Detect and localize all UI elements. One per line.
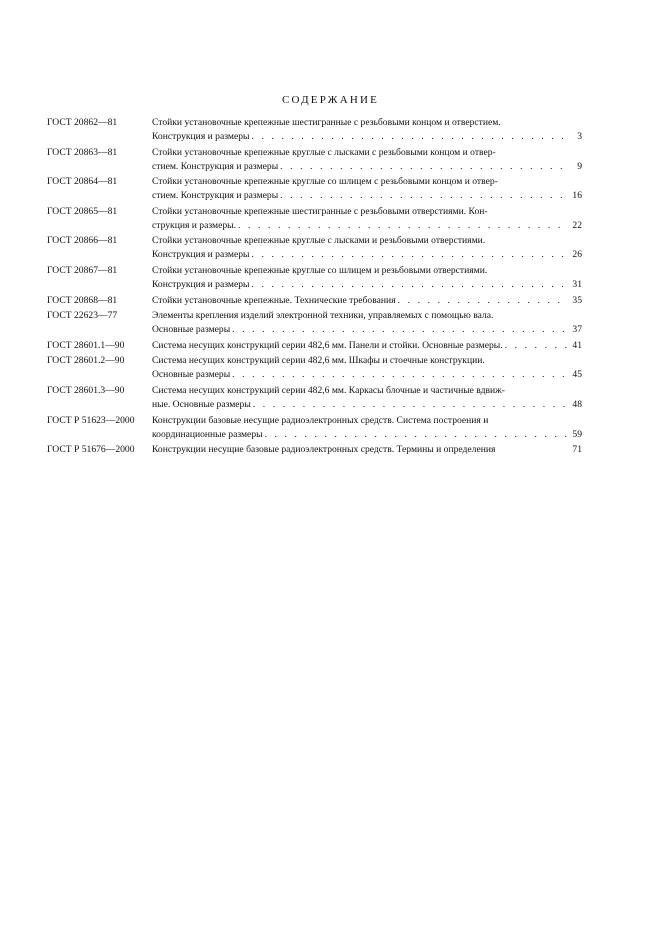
entry-title	[152, 414, 582, 442]
standard-code: ГОСТ 20862—81	[47, 117, 118, 128]
entry-title	[152, 146, 582, 174]
toc-entry	[47, 205, 582, 233]
standard-code: ГОСТ 28601.3—90	[47, 384, 125, 396]
entry-title-text: Основные размеры	[152, 369, 231, 381]
entry-title-last-line	[152, 294, 582, 308]
toc-entry	[47, 384, 582, 412]
entry-title-last-line	[152, 189, 582, 203]
entry-title-line: Стойки установочные крепежные круглые со шлицем с резьбовыми концом и отвер-	[152, 176, 498, 188]
entry-title	[152, 339, 582, 353]
entry-title-line: Стойки установочные крепежные круглые со шлицем и резьбовыми отверстиями.	[152, 264, 488, 276]
entry-title-text: ные. Основные размеры	[152, 398, 251, 410]
toc-entry	[47, 414, 582, 442]
dot-leader	[251, 248, 568, 262]
page-title: СОДЕРЖАНИЕ	[281, 94, 380, 106]
entry-title-last-line	[152, 398, 582, 412]
entry-title-last-line	[152, 160, 582, 174]
entry-title-last-line	[152, 368, 582, 382]
standard-code: ГОСТ 28601.1—90	[47, 339, 125, 351]
toc-entry	[47, 146, 582, 174]
page-number: 37	[572, 324, 582, 336]
entry-title-line: Элементы крепления изделий электронной техники, управляемых с помощью вала.	[152, 310, 494, 322]
entry-title-last-line	[152, 323, 582, 337]
entry-title	[152, 294, 582, 308]
entry-title	[152, 175, 582, 203]
page-number: 71	[572, 444, 582, 456]
entry-title	[152, 443, 582, 457]
entry-title-line: Стойки установочные крепежные шестигранные с резьбовыми концом и отверстием.	[152, 117, 501, 128]
entry-title-text: Основные размеры	[152, 324, 231, 336]
toc-entry	[47, 443, 582, 457]
entry-title-line: Стойки установочные крепежные шестигранные с резьбовыми отверстиями. Кон-	[152, 205, 488, 217]
entry-title-last-line	[152, 130, 582, 144]
entry-title	[152, 309, 582, 337]
entry-title-last-line	[152, 443, 582, 457]
entry-title-last-line	[152, 278, 582, 292]
entry-title-last-line	[152, 339, 582, 353]
toc-entry	[47, 309, 582, 337]
standard-code: ГОСТ 22623—77	[47, 310, 118, 322]
entry-title	[152, 264, 582, 292]
dot-leader	[265, 428, 568, 442]
dot-leader	[253, 398, 568, 412]
page-number: 45	[572, 369, 582, 381]
entry-title-last-line	[152, 219, 582, 233]
entry-title	[152, 205, 582, 233]
entry-title-text: Конструкции несущие базовые радиоэлектронных средств. Термины и определения	[152, 444, 496, 456]
dot-leader	[238, 219, 568, 233]
entry-title-line: Система несущих конструкций серии 482,6 мм. Каркасы блочные и частичные вдвиж-	[152, 384, 505, 396]
standard-code: ГОСТ Р 51676—2000	[47, 444, 135, 456]
standard-code: ГОСТ 20865—81	[47, 205, 118, 217]
page-number: 9	[577, 160, 582, 172]
toc-entry	[47, 354, 582, 382]
standard-code: ГОСТ 20868—81	[47, 294, 118, 306]
page-number: 59	[572, 428, 582, 440]
entry-title-text: Система несущих конструкций серии 482,6 мм. Панели и стойки. Основные размеры.	[152, 339, 503, 351]
standard-code: ГОСТ 20863—81	[47, 146, 118, 158]
toc-entry	[47, 234, 582, 262]
page-number: 48	[572, 398, 582, 410]
toc-entry	[47, 339, 582, 353]
page-number: 31	[572, 278, 582, 290]
entry-title-line: Конструкции базовые несущие радиоэлектронных средств. Система построения и	[152, 414, 489, 426]
page-number: 3	[577, 131, 582, 142]
entry-title-text: координационные размеры	[152, 428, 263, 440]
page-number: 41	[572, 339, 582, 351]
dot-leader	[505, 339, 568, 353]
entry-title	[152, 116, 582, 144]
page-number: 22	[572, 219, 582, 231]
standard-code: ГОСТ 20864—81	[47, 176, 118, 188]
dot-leader	[232, 323, 568, 337]
entry-title-text: стием. Конструкция и размеры	[152, 160, 279, 172]
entry-title-text: струкция и размеры.	[152, 219, 236, 231]
page-number: 35	[572, 294, 582, 306]
entry-title	[152, 354, 582, 382]
standard-code: ГОСТ Р 51623—2000	[47, 414, 135, 426]
toc-entry	[47, 294, 582, 308]
entry-title-line: Стойки установочные крепежные круглые с лысками и резьбовыми отверстиями.	[152, 235, 486, 247]
entry-title-text: Стойки установочные крепежные. Технические требования	[152, 294, 396, 306]
entry-title-text: Конструкция и размеры	[152, 278, 250, 290]
dot-leader	[398, 294, 568, 308]
toc-entry	[47, 264, 582, 292]
entry-title	[152, 384, 582, 412]
dot-leader	[232, 368, 568, 382]
dot-leader	[280, 189, 568, 203]
dot-leader	[251, 278, 568, 292]
entry-title-line: Система несущих конструкций серии 482,6 мм. Шкафы и стоечные конструкции.	[152, 355, 485, 367]
page-number: 16	[572, 190, 582, 202]
toc-entry	[47, 175, 582, 203]
entry-title-text: Конструкция и размеры	[152, 249, 250, 261]
standard-code: ГОСТ 28601.2—90	[47, 355, 125, 367]
dot-leader	[280, 160, 568, 174]
entry-title-line: Стойки установочные крепежные круглые с лысками с резьбовыми концом и отвер-	[152, 146, 496, 158]
page-number: 26	[572, 249, 582, 261]
standard-code: ГОСТ 20866—81	[47, 235, 118, 247]
dot-leader	[251, 130, 568, 144]
entry-title-last-line	[152, 428, 582, 442]
entry-title-last-line	[152, 248, 582, 262]
entry-title-text: Конструкция и размеры	[152, 131, 250, 142]
standard-code: ГОСТ 20867—81	[47, 264, 118, 276]
entry-title	[152, 234, 582, 262]
entry-title-text: стием. Конструкция и размеры	[152, 190, 279, 202]
table-of-contents	[47, 116, 582, 459]
toc-entry	[47, 116, 582, 144]
